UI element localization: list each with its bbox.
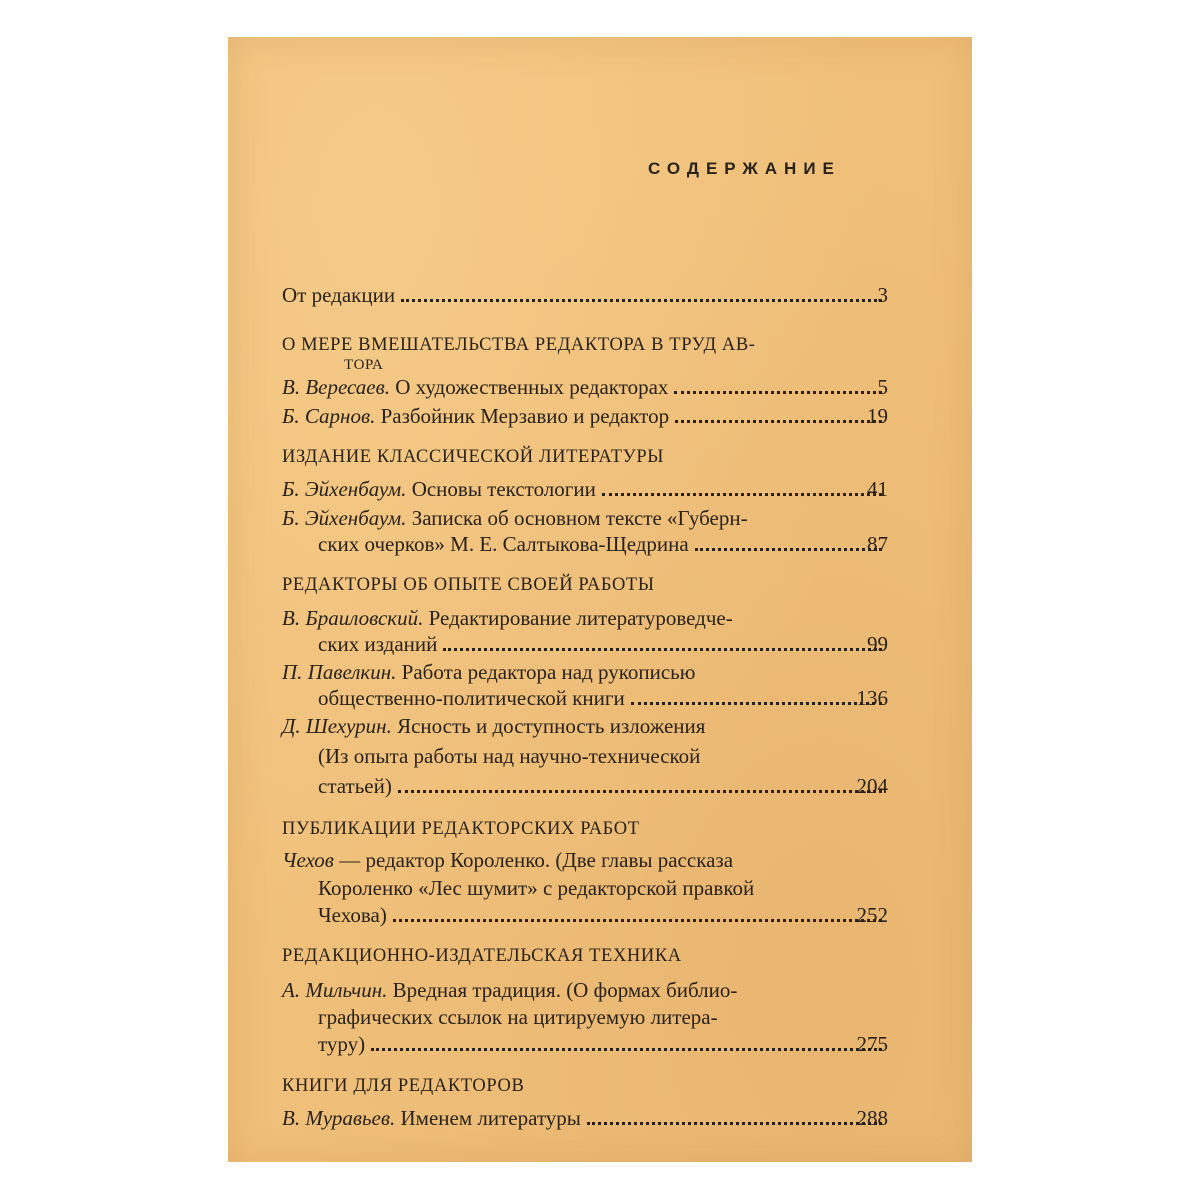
page-number: 41 xyxy=(867,477,888,501)
page-number: 288 xyxy=(856,1106,888,1130)
entry-author: Д. Шехурин. xyxy=(282,714,392,738)
entry-author: Б. Эйхенбаум. xyxy=(282,477,407,501)
entry-title-continued: (Из опыта работы над научно-технической xyxy=(318,744,701,768)
section-heading: КНИГИ ДЛЯ РЕДАКТОРОВ xyxy=(282,1076,525,1096)
toc-entry xyxy=(282,1105,888,1131)
page-number: 3 xyxy=(877,283,888,307)
section-heading: ИЗДАНИЕ КЛАССИЧЕСКОЙ ЛИТЕРАТУРЫ xyxy=(282,447,664,467)
toc-entry-continued xyxy=(318,875,888,901)
leader-dots xyxy=(398,790,882,793)
page-number: 252 xyxy=(856,903,888,927)
entry-title-continued: туру) xyxy=(318,1032,366,1056)
entry-title: — редактор Короленко. (Две главы рассказа xyxy=(339,848,734,872)
entry-title: Записка об основном тексте «Губерн- xyxy=(411,506,748,530)
toc-entry xyxy=(282,476,888,502)
toc-entry-continued xyxy=(318,531,888,557)
toc-entry-continued xyxy=(318,685,888,711)
toc-entry-continued xyxy=(318,902,888,928)
toc-entry-continued xyxy=(318,1004,888,1030)
toc-entry-front xyxy=(282,282,888,308)
entry-title: От редакции xyxy=(282,283,396,307)
section-heading-continued: ТОРА xyxy=(344,357,384,373)
entry-title-continued: Короленко «Лес шумит» с редакторской правкой xyxy=(318,876,755,900)
entry-title-continued: Чехова) xyxy=(318,903,387,927)
leader-dots xyxy=(371,1048,882,1051)
page-number: 5 xyxy=(877,375,888,399)
entry-title: Редактирование литературоведче- xyxy=(428,606,733,630)
page-title: СОДЕРЖАНИЕ xyxy=(648,159,841,178)
entry-author: В. Браиловский. xyxy=(282,606,424,630)
toc-entry xyxy=(282,659,922,685)
section-heading: РЕДАКТОРЫ ОБ ОПЫТЕ СВОЕЙ РАБОТЫ xyxy=(282,575,655,595)
toc-entry xyxy=(282,374,888,400)
entry-title-continued: статьей) xyxy=(318,774,392,798)
entry-title: О художественных редакторах xyxy=(395,375,669,399)
entry-title: Ясность и доступность изложения xyxy=(397,714,706,738)
toc-entry xyxy=(282,977,922,1003)
entry-title-continued: ских изданий xyxy=(318,632,438,656)
page-number: 19 xyxy=(867,404,888,428)
toc-entry-continued xyxy=(318,631,888,657)
entry-title-continued: графических ссылок на цитируемую литера- xyxy=(318,1005,718,1029)
entry-author: Б. Сарнов. xyxy=(282,404,376,428)
section-heading: О МЕРЕ ВМЕШАТЕЛЬСТВА РЕДАКТОРА В ТРУД АВ- xyxy=(282,335,756,355)
leader-dots xyxy=(393,919,882,922)
toc-entry-continued xyxy=(318,743,888,769)
entry-author: А. Мильчин. xyxy=(282,978,388,1002)
toc-entry xyxy=(282,505,922,531)
toc-entry-continued xyxy=(318,1031,888,1057)
toc-entry xyxy=(282,713,922,739)
page-number: 275 xyxy=(856,1032,888,1056)
entry-author: Чехов xyxy=(282,848,334,872)
page-number: 99 xyxy=(867,632,888,656)
entry-title: Именем литературы xyxy=(400,1106,581,1130)
toc-entry-continued xyxy=(318,773,888,799)
entry-title: Основы текстологии xyxy=(411,477,596,501)
toc-entry xyxy=(282,605,922,631)
toc-entry xyxy=(282,847,922,873)
toc-entry xyxy=(282,403,888,429)
page-number: 136 xyxy=(856,686,888,710)
page-number: 204 xyxy=(856,774,888,798)
entry-title: Работа редактора над рукописью xyxy=(401,660,696,684)
section-heading: ПУБЛИКАЦИИ РЕДАКТОРСКИХ РАБОТ xyxy=(282,819,640,839)
entry-title-continued: ских очерков» М. Е. Салтыкова-Щедрина xyxy=(318,532,689,556)
leader-dots xyxy=(401,299,882,302)
entry-author: Б. Эйхенбаум. xyxy=(282,506,407,530)
book-page xyxy=(228,37,972,1162)
entry-title: Разбойник Мерзавио и редактор xyxy=(380,404,670,428)
entry-title-continued: общественно-политической книги xyxy=(318,686,625,710)
entry-author: В. Вересаев. xyxy=(282,375,390,399)
entry-title: Вредная традиция. (О формах библио- xyxy=(392,978,738,1002)
entry-author: П. Павелкин. xyxy=(282,660,397,684)
page-number: 87 xyxy=(867,532,888,556)
section-heading: РЕДАКЦИОННО-ИЗДАТЕЛЬСКАЯ ТЕХНИКА xyxy=(282,946,682,966)
leader-dots xyxy=(443,648,882,651)
entry-author: В. Муравьев. xyxy=(282,1106,396,1130)
